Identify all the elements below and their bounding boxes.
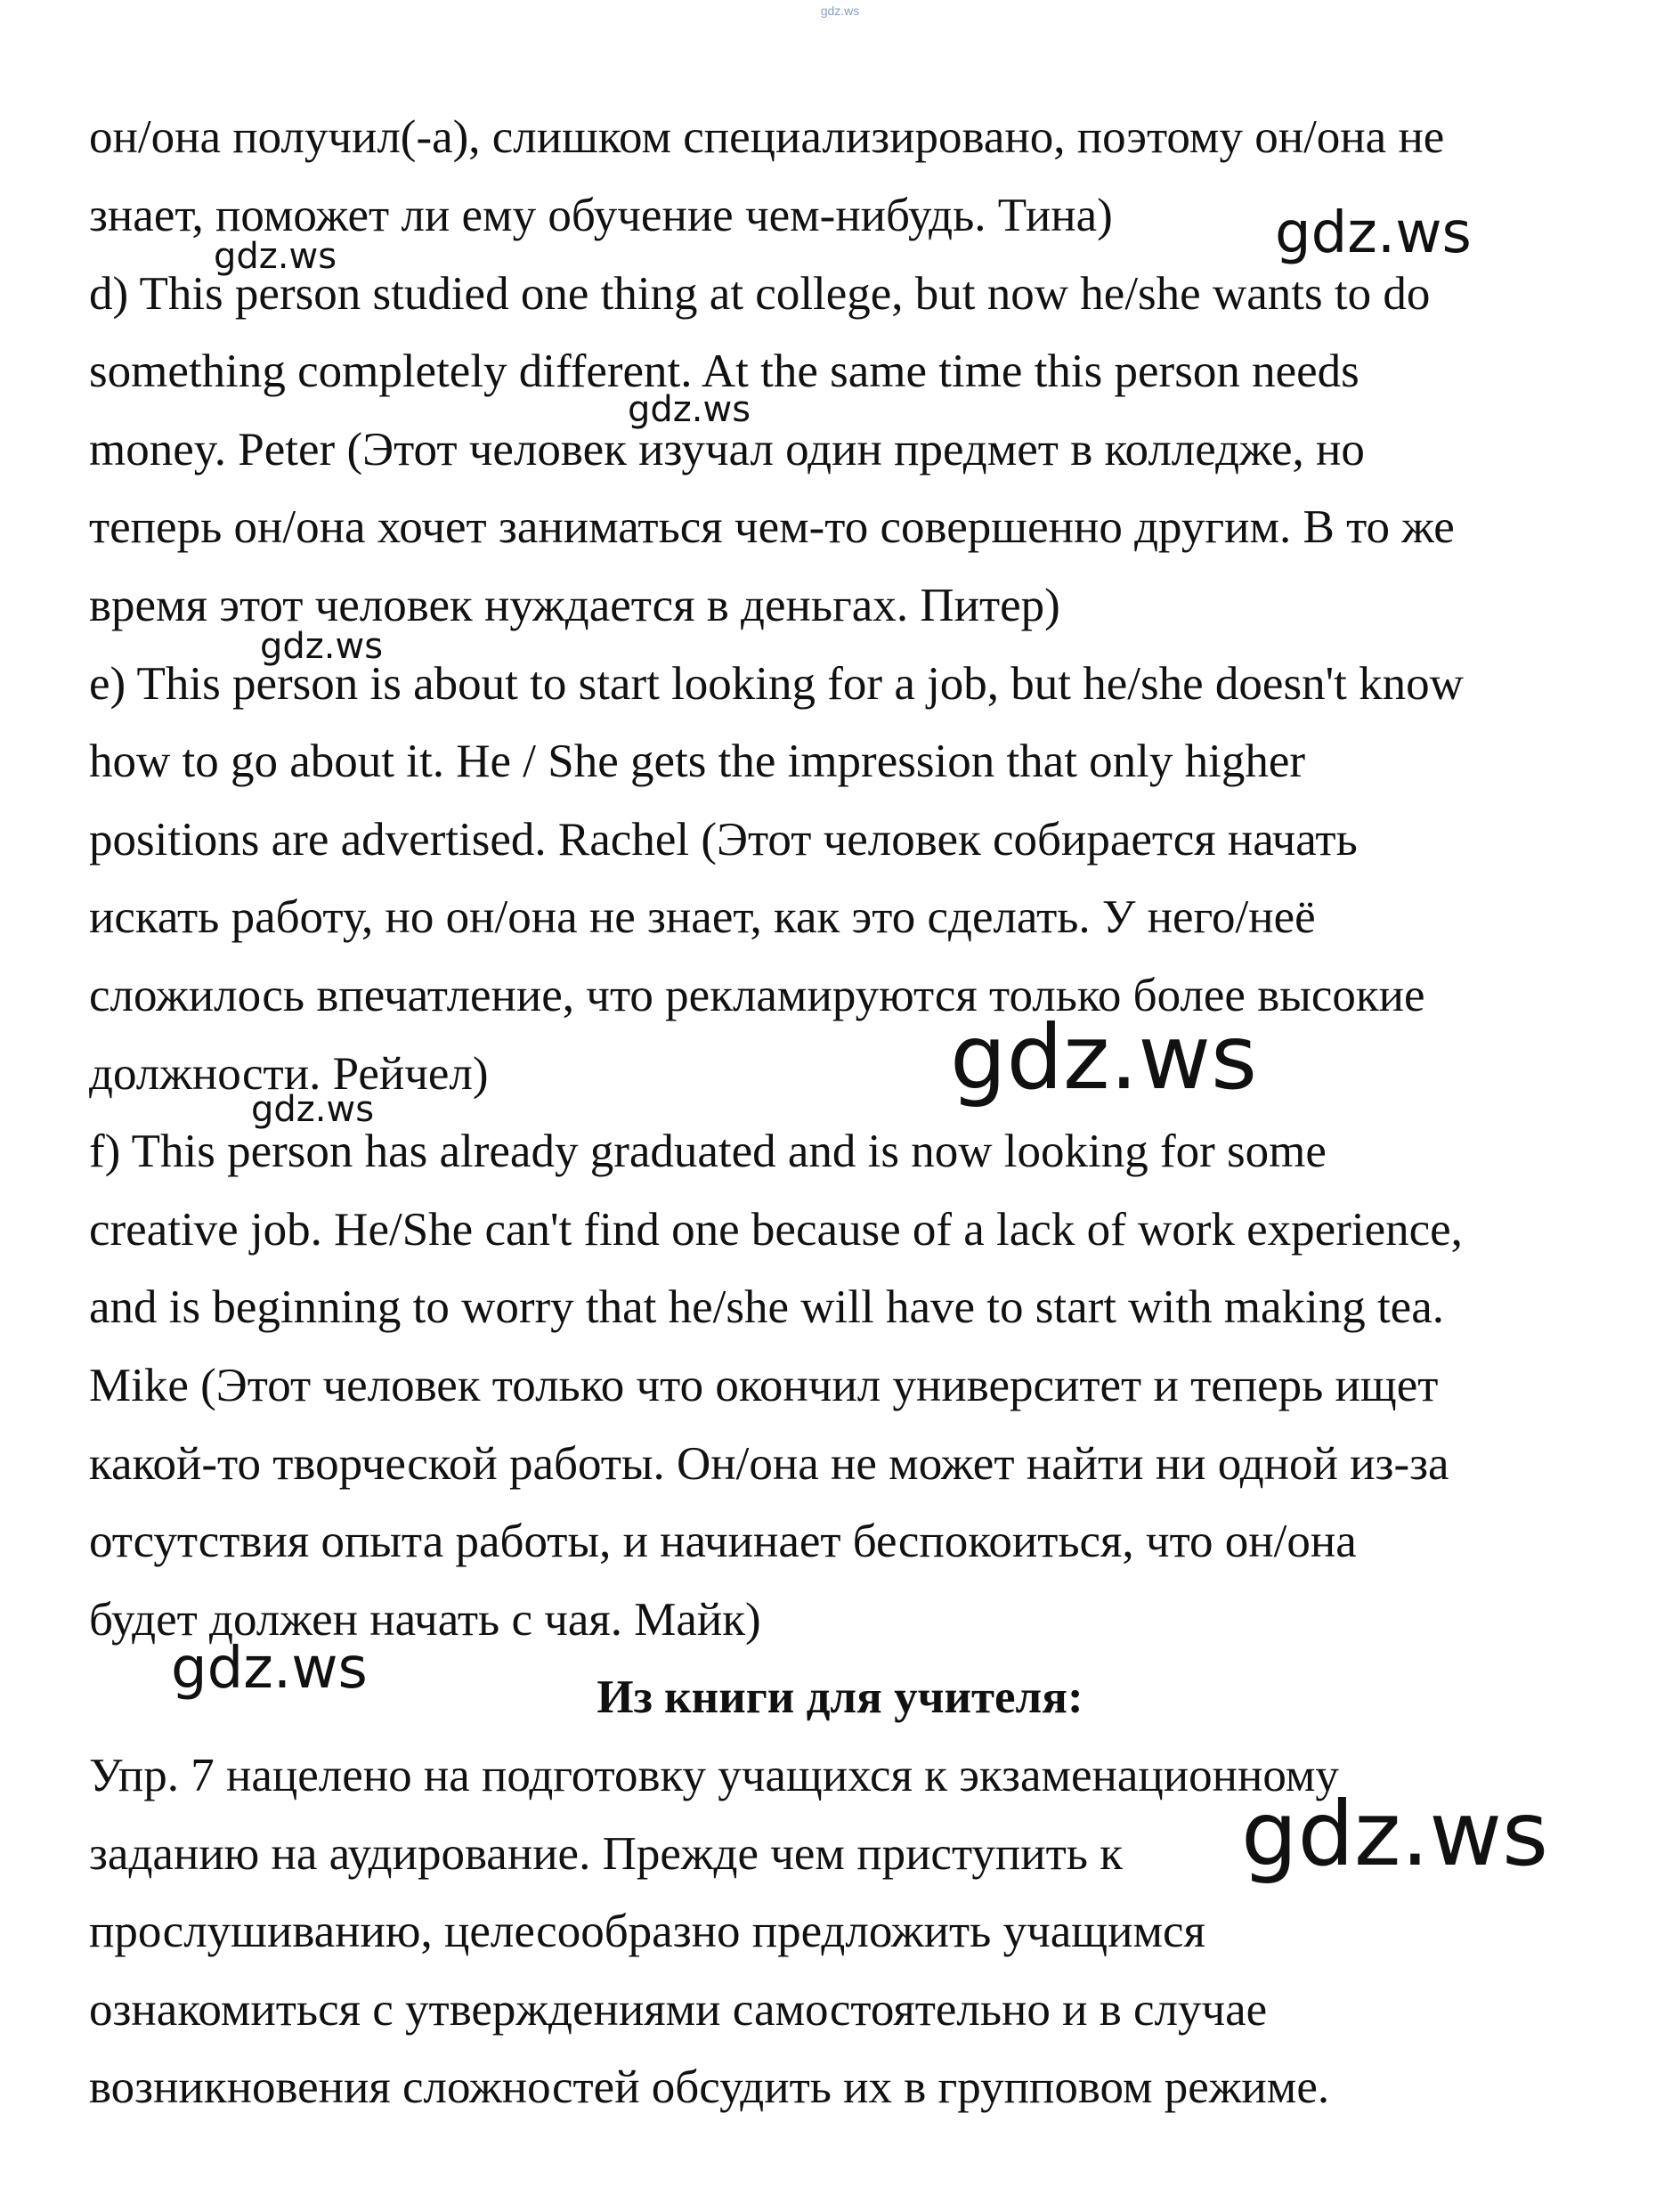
text-line: and is beginning to worry that he/she will have to start with making tea. <box>89 1281 1444 1333</box>
text-line: something completely different. At the same time this person needs <box>89 346 1359 397</box>
watermark: gdz.ws <box>251 1089 375 1130</box>
teacher-text-line: заданию на аудирование. Прежде чем приступить к <box>89 1828 1123 1880</box>
text-line: он/она получил(-а), слишком специализировано, поэтому он/она не <box>89 111 1445 163</box>
header-watermark: gdz.ws <box>820 4 860 18</box>
text-line: e) This person is about to start looking for a job, but he/she doesn't know <box>89 658 1464 710</box>
text-line: время этот человек нуждается в деньгах. Питер) <box>89 580 1060 631</box>
text-line: теперь он/она хочет заниматься чем-то совершенно другим. В то же <box>89 501 1455 553</box>
text-line: будет должен начать с чая. Майк) <box>89 1594 761 1646</box>
watermark: gdz.ws <box>1241 1782 1549 1886</box>
teacher-text-line: ознакомиться с утверждениями самостоятельно и в случае <box>89 1984 1268 2036</box>
text-line: Mike (Этот человек только что окончил университет и теперь ищет <box>89 1360 1439 1411</box>
text-line: how to go about it. He / She gets the impression that only higher <box>89 736 1306 787</box>
watermark: gdz.ws <box>171 1636 368 1702</box>
watermark: gdz.ws <box>260 626 384 667</box>
text-line: какой-то творческой работы. Он/она не может найти ни одной из-за <box>89 1438 1449 1490</box>
text-line: f) This person has already graduated and is now looking for some <box>89 1126 1327 1177</box>
teacher-text-line: Упр. 7 нацелено на подготовку учащихся к экзаменационному <box>89 1750 1339 1801</box>
text-line: positions are advertised. Rachel (Этот человек собирается начать <box>89 814 1358 866</box>
text-line: должности. Рейчел) <box>89 1048 489 1100</box>
teacher-text-line: возникновения сложностей обсудить их в групповом режиме. <box>89 2061 1330 2113</box>
watermark: gdz.ws <box>214 236 337 277</box>
text-line: creative job. He/She can't find one because of a lack of work experience, <box>89 1204 1463 1256</box>
teacher-text-line: прослушиванию, целесообразно предложить учащимся <box>89 1906 1205 1957</box>
watermark: gdz.ws <box>950 1005 1258 1110</box>
watermark: gdz.ws <box>1275 200 1472 266</box>
section-heading: Из книги для учителя: <box>597 1671 1083 1723</box>
text-line: d) This person studied one thing at college, but now he/she wants to do <box>89 268 1431 320</box>
text-line: отсутствия опыта работы, и начинает беспокоиться, что он/она <box>89 1516 1357 1567</box>
text-line: сложилось впечатление, что рекламируются только более высокие <box>89 970 1425 1021</box>
text-line: money. Peter (Этот человек изучал один предмет в колледже, но <box>89 424 1365 476</box>
text-line: знает, поможет ли ему обучение чем-нибудь. Тина) <box>89 190 1113 241</box>
watermark: gdz.ws <box>628 389 751 430</box>
text-line: искать работу, но он/она не знает, как это сделать. У него/неё <box>89 891 1316 943</box>
